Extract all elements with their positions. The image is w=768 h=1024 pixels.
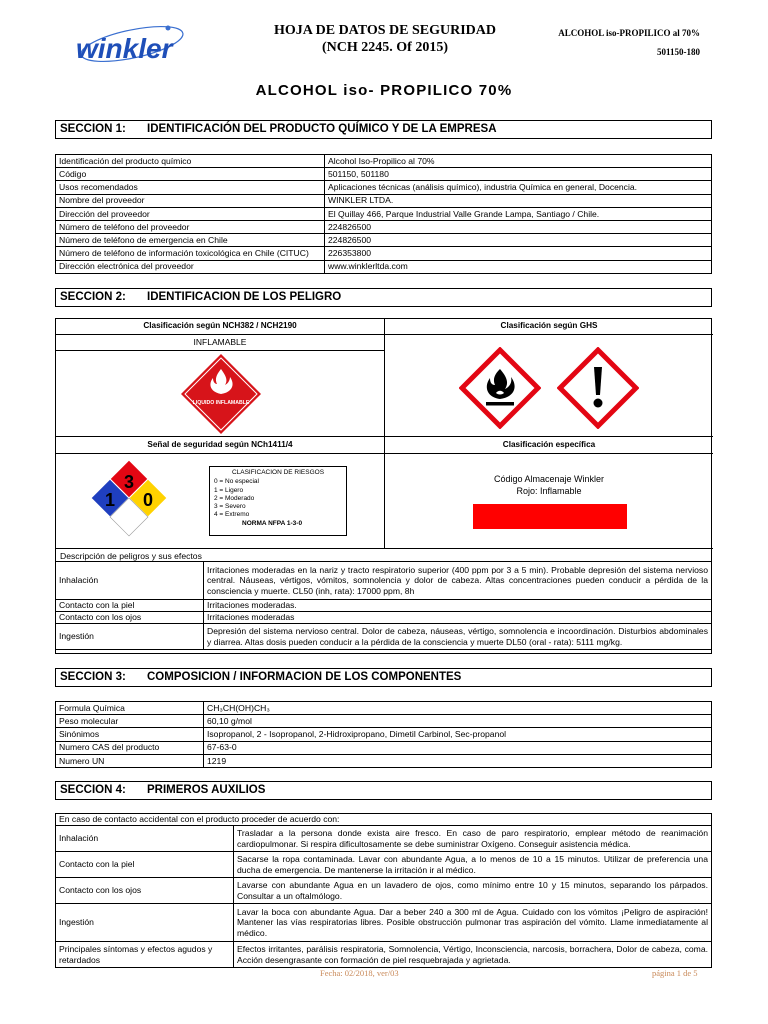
product-identification-table	[55, 154, 712, 274]
row-label: Numero UN	[56, 754, 204, 767]
section-3-header	[55, 668, 712, 687]
row-value: Trasladar a la persona donde exista aire fresco. En caso de paro respiratorio, emplear método de reanimación cardiopulmonar. Si respira dificultosamente se debe suministrar Oxígeno. Conseguir asistencia médica.	[234, 826, 712, 852]
specific-classification-label: Clasificación específica	[502, 440, 596, 449]
row-label: Principales síntomas y efectos agudos y retardados	[56, 942, 234, 968]
composition-row	[56, 715, 712, 728]
hazard-row	[56, 562, 712, 600]
row-label: Inhalación	[56, 826, 234, 852]
section-title: PRIMEROS AUXILIOS	[147, 784, 266, 796]
ghs-flame-pictogram	[459, 347, 541, 429]
company-logo	[72, 18, 192, 74]
legend-item: 4 = Extremo	[214, 511, 250, 519]
row-label: Numero CAS del producto	[56, 741, 204, 754]
section-4-header	[55, 781, 712, 800]
first-aid-row	[56, 852, 712, 878]
row-label: Ingestión	[56, 904, 234, 942]
row-value: Alcohol Iso-Propilico al 70%	[325, 155, 712, 168]
footer-page: página 1 de 5	[652, 968, 698, 978]
identification-row	[56, 194, 712, 207]
section-number: SECCION 2:	[60, 291, 126, 303]
row-value: 226353800	[325, 247, 712, 260]
row-value: Irritaciones moderadas	[204, 612, 712, 624]
row-value: El Quillay 466, Parque Industrial Valle Grande Lampa, Santiago / Chile.	[325, 207, 712, 220]
document-title: ALCOHOL iso- PROPILICO 70%	[255, 82, 513, 99]
section-1-header	[55, 120, 712, 139]
safety-signal-label: Señal de seguridad según NCh1411/4	[147, 440, 293, 449]
hazard-row	[56, 600, 712, 612]
row-value: CH₃CH(OH)CH₃	[204, 702, 712, 715]
identification-row	[56, 155, 712, 168]
row-value: Irritaciones moderadas en la nariz y tracto respiratorio superior (400 ppm por 3 a 5 min). Probable depresión del sistema nervioso central. Náuseas, vértigos, vómitos, somnolencia y dolor de cabeza. Altas concentraciones pueden conducir a pérdida de la consciencia y muerte. CL50 (inh, rata): 17000 ppm, 8h	[204, 562, 712, 600]
composition-table	[55, 701, 712, 768]
document-header-right	[520, 24, 700, 62]
row-label: Contacto con la piel	[56, 600, 204, 612]
section-number: SECCION 4:	[60, 784, 126, 796]
flammable-liquid-diamond	[180, 353, 262, 435]
identification-row	[56, 220, 712, 233]
row-label: Formula Química	[56, 702, 204, 715]
row-label: Identificación del producto químico	[56, 155, 325, 168]
legend-item: 0 = No especial	[214, 478, 259, 486]
header-product: ALCOHOL iso-PROPILICO al 70%	[558, 28, 700, 38]
nfpa-flammability: 3	[123, 472, 135, 492]
row-label: Número de teléfono de emergencia en Chile	[56, 234, 325, 247]
row-label: Número de teléfono del proveedor	[56, 220, 325, 233]
risk-classification-legend	[209, 466, 347, 536]
composition-row	[56, 754, 712, 767]
row-value: WINKLER LTDA.	[325, 194, 712, 207]
identification-row	[56, 234, 712, 247]
row-label: Contacto con los ojos	[56, 878, 234, 904]
row-value: 501150, 501180	[325, 168, 712, 181]
first-aid-row	[56, 942, 712, 968]
row-value: Efectos irritantes, parálisis respiratoria, Somnolencia, Vértigo, Inconsciencia, narcosis, borrachera, Dolor de cabeza, coma. Acción desengrasante con formación de piel resquebrajada y agrietada.	[234, 942, 712, 968]
section-number: SECCION 3:	[60, 671, 126, 683]
row-value: 224826500	[325, 234, 712, 247]
row-label: Nombre del proveedor	[56, 194, 325, 207]
identification-row	[56, 247, 712, 260]
row-label: Contacto con la piel	[56, 852, 234, 878]
row-label: Número de teléfono de información toxicológica en Chile (CITUC)	[56, 247, 325, 260]
hazard-row	[56, 624, 712, 650]
nch-classification-value: INFLAMABLE	[193, 337, 247, 347]
row-value: 224826500	[325, 220, 712, 233]
storage-color-swatch	[473, 504, 627, 529]
winkler-color-label: Rojo: Inflamable	[516, 486, 582, 496]
section-number: SECCION 1:	[60, 123, 126, 135]
legend-norm: NORMA NFPA 1-3-0	[242, 519, 303, 527]
section-2-header	[55, 288, 712, 307]
section-title: IDENTIFICACION DE LOS PELIGRO	[147, 291, 342, 303]
nfpa-diamond	[90, 459, 168, 537]
nch-classification-label: Clasificación según NCH382 / NCH2190	[143, 321, 297, 330]
row-value: www.winklerltda.com	[325, 260, 712, 273]
legend-item: 3 = Severo	[214, 503, 246, 511]
composition-row	[56, 702, 712, 715]
section-title: IDENTIFICACIÓN DEL PRODUCTO QUÍMICO Y DE LA EMPRESA	[147, 123, 497, 135]
legend-item: 2 = Moderado	[214, 494, 255, 502]
winkler-storage-code	[385, 473, 713, 497]
section-title: COMPOSICION / INFORMACION DE LOS COMPONENTES	[147, 671, 462, 683]
header-title-line2: (NCH 2245. Of 2015)	[322, 40, 448, 55]
hazards-title: Descripción de peligros y sus efectos	[60, 551, 202, 561]
identification-row	[56, 181, 712, 194]
row-label: Código	[56, 168, 325, 181]
ghs-classification-label: Clasificación según GHS	[500, 321, 598, 330]
document-header-title	[230, 22, 540, 56]
identification-row	[56, 168, 712, 181]
legend-item: 1 = Ligero	[214, 486, 244, 494]
row-value: Depresión del sistema nervioso central. Dolor de cabeza, náuseas, vértigo, somnolencia e incoordinación. Disturbios abdominales y diarrea. Altas dosis pueden conducir a la pérdida de la consciencia y muerte DL50 (oral - rata): 5111 mg/kg.	[204, 624, 712, 650]
first-aid-table	[55, 813, 712, 968]
first-aid-intro: En caso de contacto accidental con el producto proceder de acuerdo con:	[56, 814, 712, 826]
first-aid-row	[56, 826, 712, 852]
composition-row	[56, 728, 712, 741]
hazards-table	[55, 561, 712, 650]
row-label: Ingestión	[56, 624, 204, 650]
row-label: Usos recomendados	[56, 181, 325, 194]
first-aid-row	[56, 904, 712, 942]
row-label: Dirección electrónica del proveedor	[56, 260, 325, 273]
row-label: Peso molecular	[56, 715, 204, 728]
identification-row	[56, 260, 712, 273]
row-value: Isopropanol, 2 - Isopropanol, 2-Hidroxipropano, Dimetil Carbinol, Sec-propanol	[204, 728, 712, 741]
row-value: 60,10 g/mol	[204, 715, 712, 728]
row-label: Dirección del proveedor	[56, 207, 325, 220]
logo-text: winkler	[76, 33, 173, 64]
first-aid-row	[56, 878, 712, 904]
hazard-row	[56, 612, 712, 624]
row-label: Contacto con los ojos	[56, 612, 204, 624]
nfpa-health: 1	[104, 490, 116, 510]
row-label: Sinónimos	[56, 728, 204, 741]
row-value: Sacarse la ropa contaminada. Lavar con abundante Agua, a lo menos de 10 a 15 minutos. Utilizar de preferencia una ducha de emergencia. De mantenerse la irritación ir al médico.	[234, 852, 712, 878]
row-value: 67-63-0	[204, 741, 712, 754]
row-value: 1219	[204, 754, 712, 767]
row-value: Aplicaciones técnicas (análisis químico), industria Química en general, Docencia.	[325, 181, 712, 194]
composition-row	[56, 741, 712, 754]
legend-title: CLASIFICACION DE RIESGOS	[231, 469, 325, 476]
row-value: Lavarse con abundante Agua en un lavadero de ojos, como mínimo entre 10 y 15 minutos, separando los párpados. Consultar a un oftalmólogo.	[234, 878, 712, 904]
footer-date: Fecha: 02/2018, ver/03	[320, 968, 399, 978]
row-value: Irritaciones moderadas.	[204, 600, 712, 612]
nfpa-reactivity: 0	[142, 490, 154, 510]
header-doc-number: 501150-180	[656, 47, 700, 57]
ghs-exclamation-pictogram	[557, 347, 639, 429]
identification-row	[56, 207, 712, 220]
row-value: Lavar la boca con abundante Agua. Dar a beber 240 a 300 ml de Agua. Cuidado con los vómitos ¡Peligro de aspiración! Mantener las vías respiratorias libres. Posible obstrucción pulmonar tras aspiración del vómito. Llame inmediatamente al médico.	[234, 904, 712, 942]
row-label: Inhalación	[56, 562, 204, 600]
header-title-line1: HOJA DE DATOS DE SEGURIDAD	[274, 23, 496, 38]
winkler-code-label: Código Almacenaje Winkler	[493, 474, 605, 484]
svg-text:LIQUIDO INFLAMABLE: LIQUIDO INFLAMABLE	[192, 400, 250, 406]
